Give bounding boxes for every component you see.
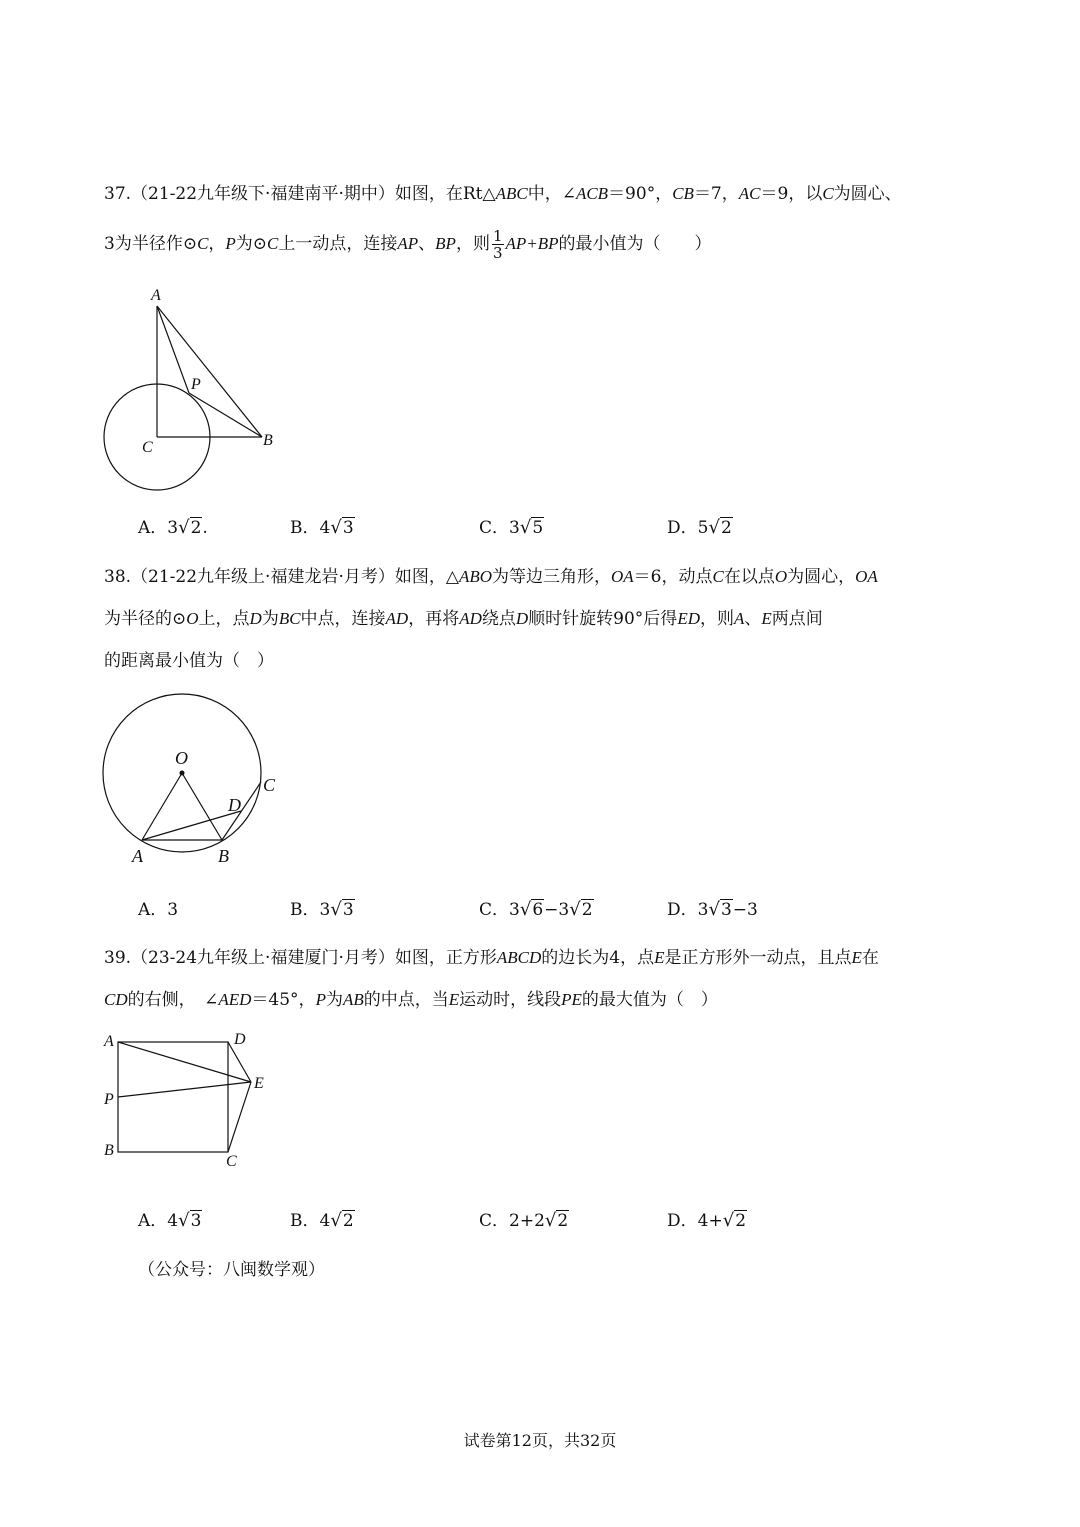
q38-option-a[interactable]: A．3	[138, 900, 179, 920]
label-d: D	[228, 795, 241, 815]
q39-line-1: 39.（23-24九年级上·福建厦门·月考）如图，正方形ABCD的边长为4，点E是正方形外一动点，且点E在	[104, 948, 879, 968]
q37-option-b[interactable]: B．4√3	[290, 517, 354, 538]
label-a: A	[151, 287, 161, 304]
q37-line-1: 37.（21-22九年级下·福建南平·期中）如图，在Rt△ABC中，∠ACB＝90°，CB＝7，AC＝9，以C为圆心、	[104, 184, 902, 204]
label-c: C	[263, 775, 276, 795]
segment-pe	[118, 1082, 251, 1097]
q39-figure	[96, 1028, 286, 1173]
label-e: E	[254, 1075, 264, 1092]
q37-option-d[interactable]: D．5√2	[667, 517, 732, 538]
q37-figure	[96, 284, 296, 499]
label-d: D	[234, 1031, 246, 1048]
label-c: C	[142, 439, 153, 456]
page-footer: 试卷第12页，共32页	[463, 1431, 617, 1450]
q39-line-2: CD的右侧， ∠AED＝45°，P为AB的中点，当E运动时，线段PE的最大值为（ ）	[104, 990, 718, 1010]
segment-ce	[228, 1082, 251, 1152]
q38-line-1: 38.（21-22九年级上·福建龙岩·月考）如图，△ABO为等边三角形，OA＝6，动点C在以点O为圆心，OA	[104, 567, 878, 587]
label-p: P	[191, 376, 201, 393]
label-c: C	[226, 1153, 237, 1170]
label-p: P	[104, 1091, 114, 1108]
q37-line-2: 3为半径作⊙C，P为⊙C上一动点，连接AP、BP，则 $\frac{1}{3}$ AP+BP的最小值为（ ）	[104, 227, 712, 262]
q39-option-c[interactable]: C．2+2√2	[479, 1210, 569, 1231]
label-b: B	[104, 1142, 114, 1159]
label-b: B	[263, 432, 273, 449]
q39-option-d[interactable]: D．4+√2	[667, 1210, 747, 1231]
label-a: A	[104, 1033, 114, 1050]
q38-line-2: 为半径的⊙O上，点D为BC中点，连接AD，再将AD绕点D顺时针旋转90°后得ED，则A、E两点间	[104, 609, 823, 629]
q37-option-a[interactable]: A．3√2.	[138, 517, 208, 538]
q39-option-b[interactable]: B．4√2	[290, 1210, 354, 1231]
q37-option-c[interactable]: C．3√5	[479, 517, 544, 538]
q38-option-c[interactable]: C．3√6−3√2	[479, 899, 593, 920]
q38-line-3: 的距离最小值为（ ）	[104, 651, 274, 671]
segment-ob	[182, 773, 222, 840]
label-b: B	[218, 846, 229, 866]
segment-ap	[157, 306, 189, 393]
label-o: O	[175, 748, 188, 768]
one-third-fraction: $\frac{1}{3}$	[492, 227, 503, 262]
q39-option-a[interactable]: A．4√3	[138, 1210, 202, 1231]
segment-ab	[157, 306, 262, 437]
label-a: A	[132, 846, 143, 866]
q38-figure	[96, 688, 296, 873]
segment-bp	[189, 393, 262, 437]
q38-option-b[interactable]: B．3√3	[290, 899, 354, 920]
q38-option-d[interactable]: D．3√3−3	[667, 899, 758, 920]
source-note: （公众号：八闽数学观）	[138, 1260, 325, 1280]
